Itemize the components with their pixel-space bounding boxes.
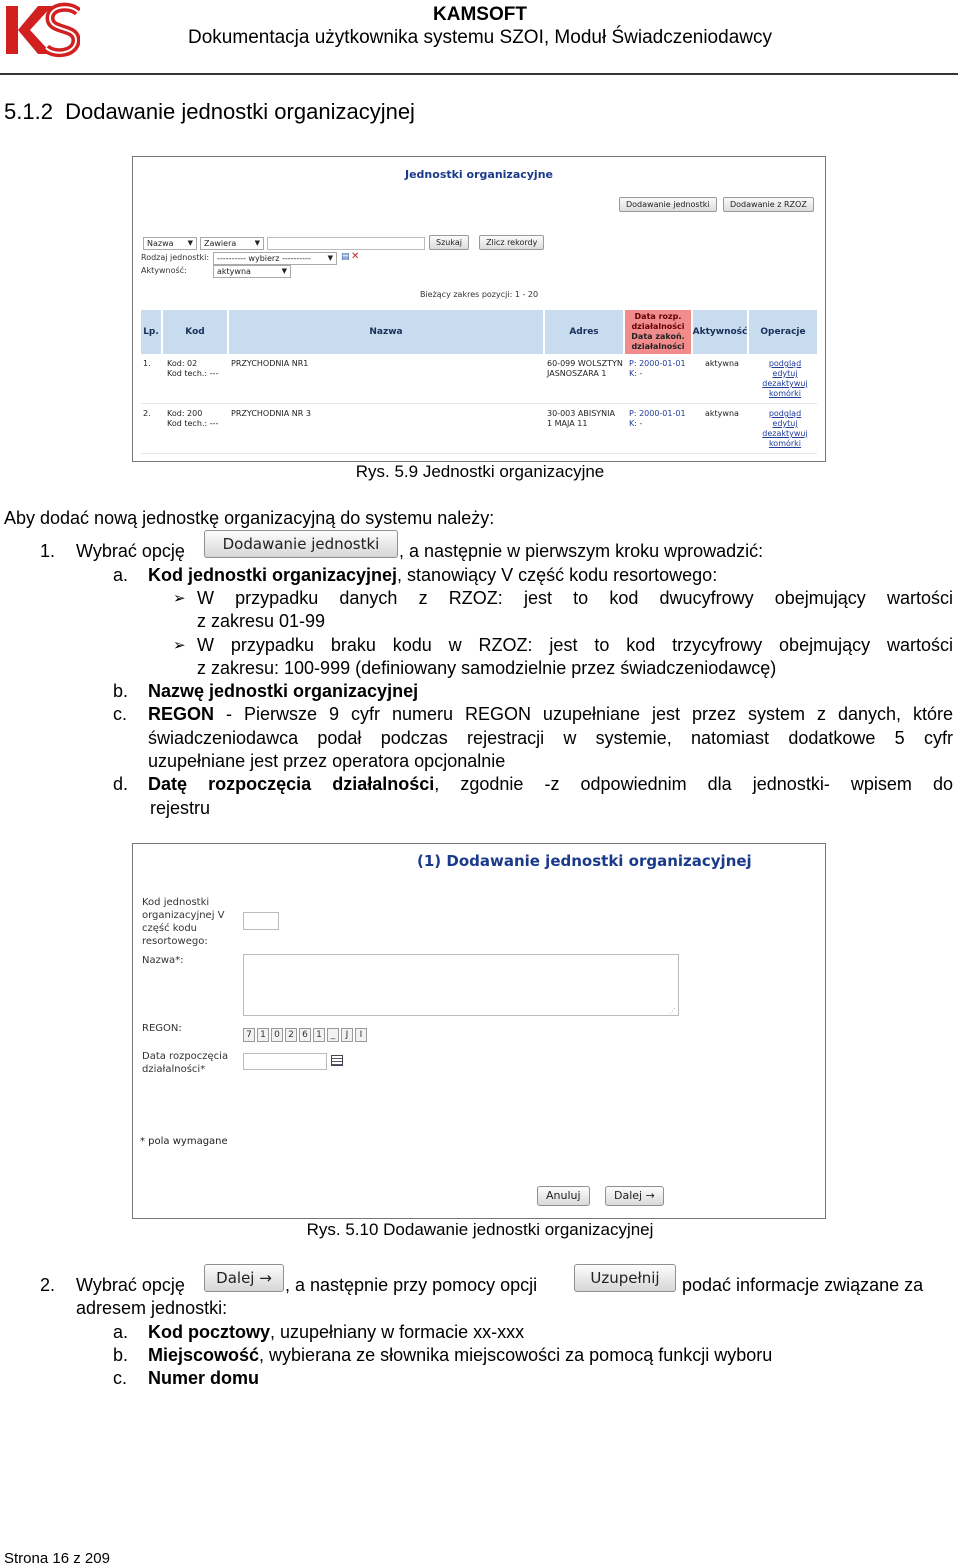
view-link[interactable]: podgląd	[768, 359, 802, 368]
cells-link[interactable]: komórki	[768, 389, 802, 398]
add-unit-button[interactable]: Dodawanie jednostki	[619, 197, 717, 212]
unit-code-label: Kod jednostki organizacyjnej V część kodu resortowego:	[142, 897, 225, 947]
company-name: KAMSOFT	[433, 4, 527, 25]
section-heading	[4, 99, 415, 125]
item-d-line2: rejestru	[150, 798, 211, 818]
step2-text-line2: adresem jednostki:	[76, 1298, 228, 1318]
search-button[interactable]: Szukaj	[429, 235, 469, 250]
form-title: (1) Dodawanie jednostki organizacyjnej	[417, 852, 752, 870]
edit-link[interactable]: edytuj	[772, 369, 798, 378]
row-adres: 30-003 ABISYNIA 1 MAJA 11	[547, 409, 615, 428]
select-list-icon[interactable]: ▤	[341, 252, 350, 262]
row-kod: Kod: 02 Kod tech.: ---	[167, 359, 219, 378]
figure-add-unit-form	[132, 843, 826, 1219]
name-textarea[interactable]	[243, 954, 679, 1016]
filter-field-select[interactable]: Nazwa ▼	[143, 237, 197, 250]
add-from-rzoz-button[interactable]: Dodawanie z RZOZ	[723, 197, 814, 212]
row-kod: Kod: 200 Kod tech.: ---	[167, 409, 219, 428]
filter-operator-select[interactable]: Zawiera ▼	[200, 237, 264, 250]
activity-label: Aktywność:	[141, 266, 187, 275]
add-unit-button-image: Dodawanie jednostki	[204, 530, 398, 558]
table-row	[141, 406, 817, 454]
arrow-bullet-icon: ➢	[173, 637, 186, 654]
table-row	[141, 356, 817, 404]
record-range: Bieżący zakres pozycji: 1 - 20	[419, 290, 539, 299]
figure-caption-1: Rys. 5.9 Jednostki organizacyjne	[355, 462, 605, 481]
col-lp: Lp.	[141, 310, 163, 354]
col-date-start[interactable]: Data rozp. działalności	[631, 312, 685, 331]
step2-text-mid: , a następnie przy pomocy opcji	[285, 1275, 538, 1295]
regon-digit: 6	[299, 1028, 311, 1042]
next-button[interactable]: Dalej →	[605, 1186, 664, 1206]
row-lp: 2.	[143, 409, 151, 418]
row-lp: 1.	[143, 359, 151, 368]
row-nazwa: PRZYCHODNIA NR1	[231, 359, 309, 368]
col-nazwa[interactable]: Nazwa	[229, 310, 545, 354]
item-c-letter: c.	[113, 704, 128, 724]
deactivate-link[interactable]: dezaktywuj	[762, 429, 808, 438]
item-c-line1: REGON - Pierwsze 9 cyfr numeru REGON uzupełniane jest przez system z danych, które	[148, 704, 953, 724]
list-title: Jednostki organizacyjne	[405, 168, 553, 181]
regon-digit-fields	[243, 1028, 367, 1042]
step1-text-post: , a następnie w pierwszym kroku wprowadzić:	[399, 541, 764, 561]
item2-a-letter: a.	[113, 1322, 129, 1342]
edit-link[interactable]: edytuj	[772, 419, 798, 428]
item-d-letter: d.	[113, 774, 129, 794]
section-number: 5.1.2	[4, 99, 53, 124]
item-a-text: Kod jednostki organizacyjnej, stanowiący V część kodu resortowego:	[148, 565, 718, 585]
item-b-text: Nazwę jednostki organizacyjnej	[148, 681, 419, 701]
step2-text-post: podać informacje związane za	[682, 1275, 924, 1295]
col-aktywnosc[interactable]: Aktywność	[693, 310, 749, 354]
item2-a-text: Kod pocztowy, uzupełniany w formacie xx-xxx	[148, 1322, 525, 1342]
item2-b-text: Miejscowość, wybierana ze słownika miejscowości za pomocą funkcji wyboru	[148, 1345, 773, 1365]
step2-number: 2.	[40, 1275, 56, 1295]
document-title: Dokumentacja użytkownika systemu SZOI, Moduł Świadczeniodawcy	[188, 27, 772, 48]
figure-org-units-list	[132, 156, 826, 462]
unit-type-select[interactable]: ---------- wybierz ---------- ▼	[213, 252, 337, 265]
deactivate-link[interactable]: dezaktywuj	[762, 379, 808, 388]
arrow-bullet-icon: ➢	[173, 590, 186, 607]
step1-text-pre: Wybrać opcję	[76, 541, 185, 561]
row-dates: P: 2000-01-01 K: -	[629, 359, 686, 378]
item-d-line1: Datę rozpoczęcia działalności, zgodnie -z odpowiednim dla jednostki- wpisem do	[148, 774, 953, 794]
regon-digit: 0	[271, 1028, 283, 1042]
row-dates: P: 2000-01-01 K: -	[629, 409, 686, 428]
resize-handle-icon[interactable]: ⋰	[669, 1007, 676, 1015]
regon-digit: 2	[285, 1028, 297, 1042]
start-date-label: Data rozpoczęcia działalności*	[142, 1051, 229, 1075]
bullet1-line1: W przypadku danych z RZOZ: jest to kod dwucyfrowy obejmujący wartości	[197, 588, 953, 608]
row-nazwa: PRZYCHODNIA NR 3	[231, 409, 311, 418]
row-operations	[753, 359, 817, 399]
section-title: Dodawanie jednostki organizacyjnej	[65, 99, 415, 124]
view-link[interactable]: podgląd	[768, 409, 802, 418]
regon-digit: 1	[257, 1028, 269, 1042]
item-a-letter: a.	[113, 565, 129, 585]
item-c-line3: uzupełniane jest przez operatora opcjonalnie	[148, 751, 506, 771]
name-label: Nazwa*:	[142, 955, 184, 966]
page-number: Strona 16 z 209	[4, 1550, 110, 1567]
regon-digit: 7	[243, 1028, 255, 1042]
figure-caption-2: Rys. 5.10 Dodawanie jednostki organizacyjnej	[306, 1220, 654, 1239]
cancel-button[interactable]: Anuluj	[537, 1186, 590, 1206]
col-dates[interactable]	[625, 310, 693, 354]
item2-c-text: Numer domu	[148, 1368, 260, 1388]
count-records-button[interactable]: Zlicz rekordy	[479, 235, 544, 250]
item-c-line2: świadczeniodawca podał podczas rejestracji w systemie, natomiast dodatkowe 5 cyfr	[148, 728, 953, 748]
row-operations	[753, 409, 817, 449]
row-aktywnosc: aktywna	[705, 359, 739, 368]
step1-number: 1.	[40, 541, 56, 561]
bullet2-line2: z zakresu: 100-999 (definiowany samodzielnie przez świadczeniodawcę)	[197, 658, 777, 678]
header-divider	[0, 73, 958, 75]
calendar-icon[interactable]	[331, 1055, 343, 1066]
col-adres[interactable]: Adres	[545, 310, 625, 354]
row-aktywnosc: aktywna	[705, 409, 739, 418]
fill-button-image: Uzupełnij	[574, 1264, 676, 1292]
regon-extra-digit[interactable]: J	[341, 1028, 353, 1042]
unit-code-input[interactable]	[243, 912, 279, 930]
bullet1-line2: z zakresu 01-99	[197, 611, 326, 631]
cells-link[interactable]: komórki	[768, 439, 802, 448]
step2-text-pre: Wybrać opcję	[76, 1275, 185, 1295]
bullet2-line1: W przypadku braku kodu w RZOZ: jest to kod trzycyfrowy obejmujący wartości	[197, 635, 953, 655]
start-date-input[interactable]	[243, 1053, 327, 1070]
filter-text-input[interactable]	[267, 237, 425, 250]
row-adres: 60-099 WOLSZTYN JASNOSZARA 1	[547, 359, 623, 378]
col-kod[interactable]: Kod	[163, 310, 229, 354]
next-button-image: Dalej →	[204, 1264, 284, 1292]
col-date-end[interactable]: Data zakoń. działalności	[631, 332, 685, 351]
item2-b-letter: b.	[113, 1345, 129, 1365]
regon-extra-digit[interactable]: I	[355, 1028, 367, 1042]
regon-label: REGON:	[142, 1023, 182, 1034]
regon-extra-digit[interactable]: _	[327, 1028, 339, 1042]
unit-type-label: Rodzaj jednostki:	[141, 253, 210, 262]
intro-text: Aby dodać nową jednostkę organizacyjną do systemu należy:	[4, 508, 495, 528]
item2-c-letter: c.	[113, 1368, 128, 1388]
required-note: * pola wymagane	[140, 1136, 228, 1147]
regon-digit: 1	[313, 1028, 325, 1042]
item-b-letter: b.	[113, 681, 129, 701]
activity-select[interactable]: aktywna ▼	[213, 265, 291, 278]
col-operacje: Operacje	[749, 310, 817, 354]
clear-x-icon[interactable]: ✕	[351, 251, 360, 262]
